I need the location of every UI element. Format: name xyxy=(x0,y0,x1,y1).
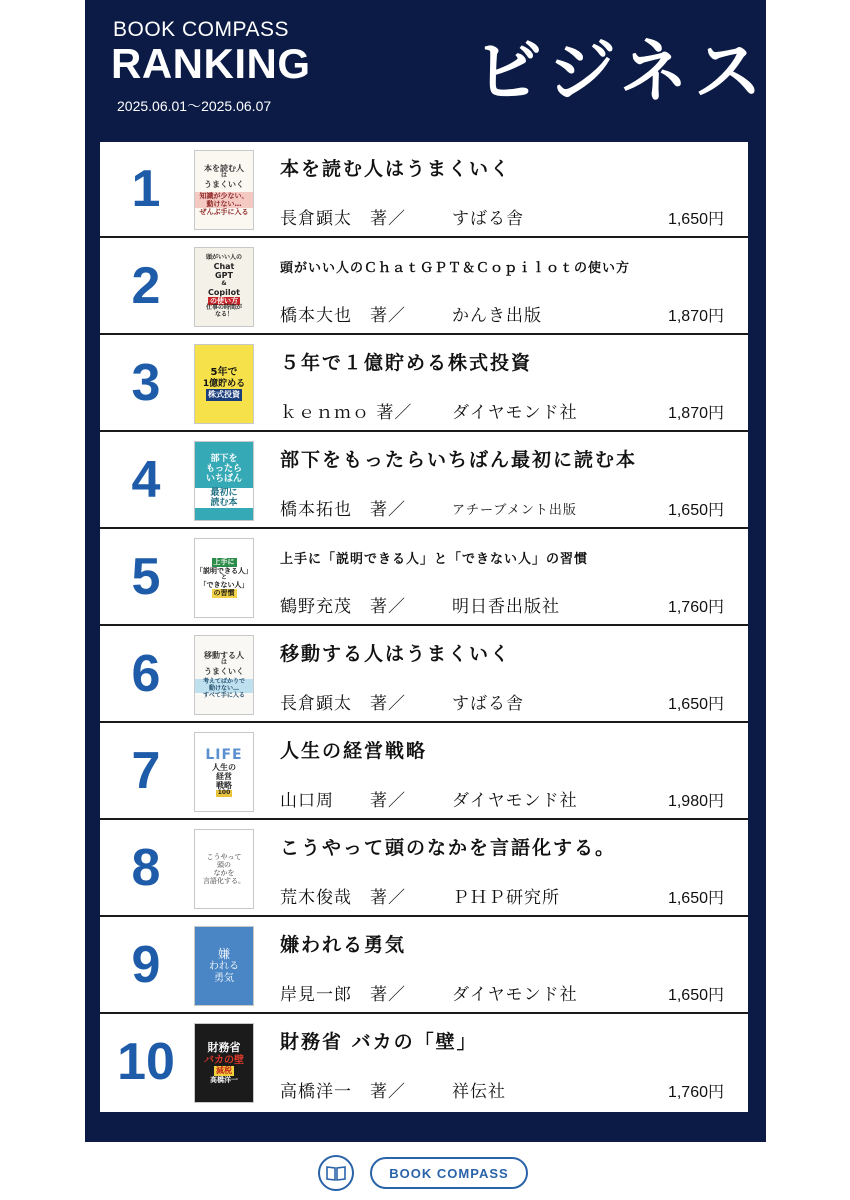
book-cover[interactable]: LIFE 人生の 経営 戦略 100 xyxy=(194,732,254,812)
book-title[interactable]: 頭がいい人のＣｈａｔＧＰＴ＆Ｃｏｐｉｌｏｔの使い方 xyxy=(280,261,631,276)
ranking-row-3[interactable] xyxy=(100,336,748,432)
book-cover[interactable]: こうやって 頭の なかを 言語化する。 xyxy=(194,829,254,909)
book-cover[interactable]: 5年で 1億貯める 株式投資 xyxy=(194,344,254,424)
ranking-list xyxy=(100,142,748,1112)
book-cover[interactable]: 嫌 われる 勇気 xyxy=(194,926,254,1006)
ranking-heading: RANKING xyxy=(111,40,311,87)
book-price: 1,650円 xyxy=(667,890,724,907)
book-author: ｋｅｎｍｏ 著／ xyxy=(280,403,413,423)
book-cover[interactable]: 上手に 「説明できる人」 と 「できない人」 の習慣 xyxy=(194,538,254,618)
book-cover[interactable]: 財務省 バカの壁 減税 高橋洋一 xyxy=(194,1023,254,1103)
book-publisher: 明日香出版社 xyxy=(452,597,560,617)
book-title[interactable]: ５年で１億貯める株式投資 xyxy=(280,352,533,374)
book-price: 1,870円 xyxy=(667,308,724,325)
book-price: 1,760円 xyxy=(667,1084,724,1101)
book-cover[interactable]: 移動する人 は うまくいく 考えてばかりで 動けない… すべて手に入る xyxy=(194,635,254,715)
ranking-row-5[interactable] xyxy=(100,530,748,626)
book-cover[interactable]: 部下を もったら いちばん 最初に 読む本 xyxy=(194,441,254,521)
book-icon xyxy=(318,1155,354,1191)
book-author: 長倉顕太 著／ xyxy=(280,694,406,714)
book-cover[interactable]: 頭がいい人の Chat GPT & Copilot の使い方 仕事の時間が なる！ xyxy=(194,247,254,327)
book-author: 橋本大也 著／ xyxy=(280,306,406,326)
ranking-row-2[interactable] xyxy=(100,239,748,335)
ranking-row-10[interactable] xyxy=(100,1015,748,1111)
book-price: 1,760円 xyxy=(667,599,724,616)
ranking-row-7[interactable] xyxy=(100,724,748,820)
book-price: 1,650円 xyxy=(667,211,724,228)
book-author: 長倉顕太 著／ xyxy=(280,209,406,229)
book-cover[interactable]: 本を読む人 は うまくいく 知識が少ない、 動けない… ぜんぶ手に入る xyxy=(194,150,254,230)
book-title[interactable]: こうやって頭のなかを言語化する。 xyxy=(280,837,617,859)
book-publisher: ＰＨＰ研究所 xyxy=(452,888,560,908)
rank-number: 9 xyxy=(131,936,161,994)
book-title[interactable]: 財務省 バカの「壁」 xyxy=(280,1031,478,1053)
rank-number: 1 xyxy=(131,160,161,218)
book-author: 鶴野充茂 著／ xyxy=(280,597,406,617)
book-price: 1,980円 xyxy=(667,793,724,810)
brand-name: BOOK COMPASS xyxy=(113,18,289,41)
book-title[interactable]: 部下をもったらいちばん最初に読む本 xyxy=(280,449,638,471)
book-author: 岸見一郎 著／ xyxy=(280,985,406,1005)
rank-number: 5 xyxy=(131,548,161,606)
book-publisher: かんき出版 xyxy=(452,306,542,326)
rank-number: 8 xyxy=(131,839,161,897)
rank-number: 3 xyxy=(131,354,161,412)
book-publisher: すばる舎 xyxy=(452,209,524,229)
book-author: 荒木俊哉 著／ xyxy=(280,888,406,908)
ranking-period: 2025.06.01～2025.06.07 xyxy=(117,98,272,114)
book-publisher: すばる舎 xyxy=(452,694,524,714)
footer-logo[interactable] xyxy=(318,1155,530,1193)
ranking-row-4[interactable] xyxy=(100,433,748,529)
rank-number: 10 xyxy=(117,1033,175,1091)
ranking-row-6[interactable] xyxy=(100,627,748,723)
book-price: 1,650円 xyxy=(667,696,724,713)
ranking-row-1[interactable] xyxy=(100,142,748,238)
book-publisher: 祥伝社 xyxy=(452,1082,506,1102)
rank-number: 7 xyxy=(131,742,161,800)
footer-brand-label[interactable]: BOOK COMPASS xyxy=(370,1157,528,1189)
book-publisher: ダイヤモンド社 xyxy=(452,403,578,423)
category-label: ビジネス xyxy=(474,33,768,112)
book-title[interactable]: 本を読む人はうまくいく xyxy=(280,158,512,180)
book-title[interactable]: 上手に「説明できる人」と「できない人」の習慣 xyxy=(280,552,589,567)
book-publisher: ダイヤモンド社 xyxy=(452,985,578,1005)
book-author: 橋本拓也 著／ xyxy=(280,500,406,520)
book-title[interactable]: 人生の経営戦略 xyxy=(280,740,428,762)
book-price: 1,650円 xyxy=(667,987,724,1004)
book-publisher: アチーブメント出版 xyxy=(452,503,577,518)
rank-number: 4 xyxy=(131,451,161,509)
rank-number: 6 xyxy=(131,645,161,703)
book-price: 1,650円 xyxy=(667,502,724,519)
rank-number: 2 xyxy=(131,257,161,315)
ranking-row-9[interactable] xyxy=(100,918,748,1014)
book-author: 山口周 著／ xyxy=(280,791,406,811)
book-publisher: ダイヤモンド社 xyxy=(452,791,578,811)
ranking-row-8[interactable] xyxy=(100,821,748,917)
book-title[interactable]: 移動する人はうまくいく xyxy=(280,643,512,665)
book-price: 1,870円 xyxy=(667,405,724,422)
book-title[interactable]: 嫌われる勇気 xyxy=(280,934,407,956)
book-author: 高橋洋一 著／ xyxy=(280,1082,406,1102)
